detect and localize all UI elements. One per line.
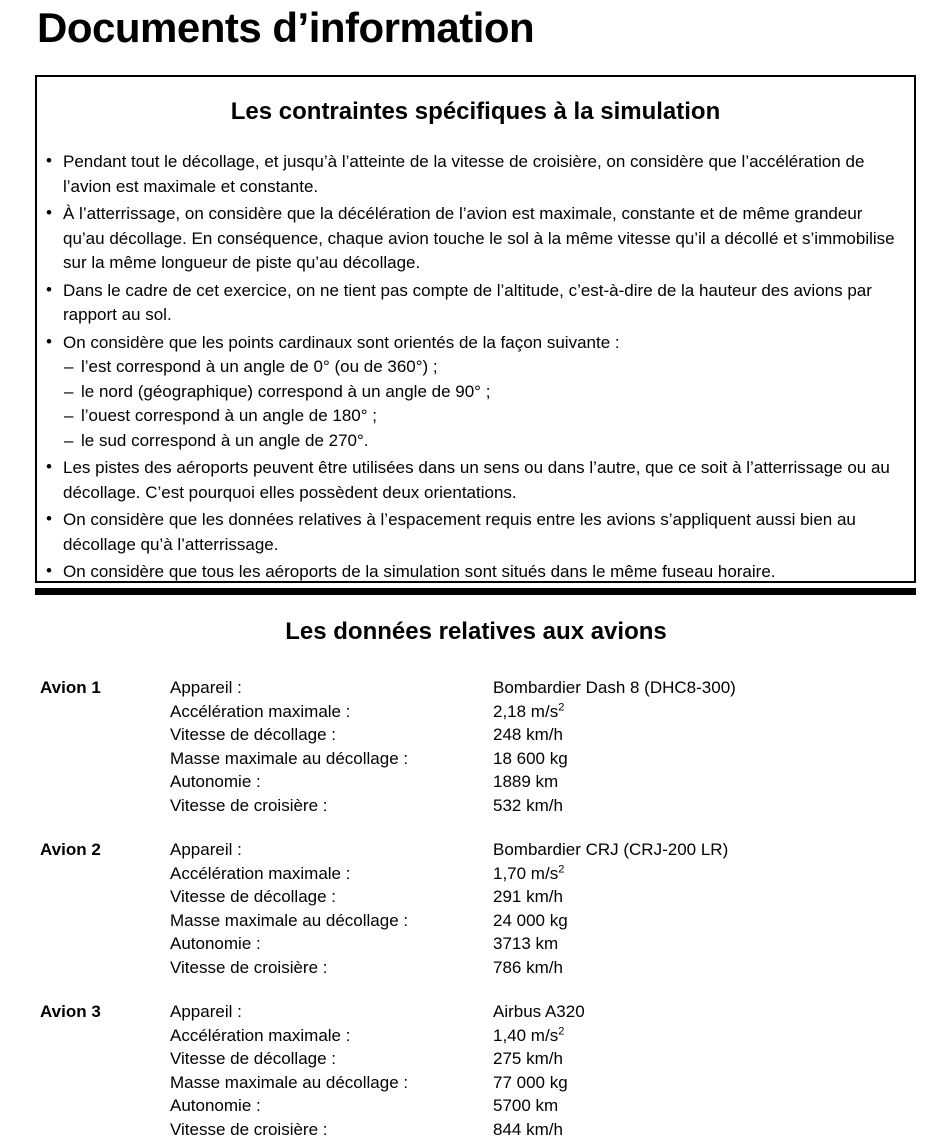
constraint-subitem-text: l’est correspond à un angle de 0° (ou de 360°) ; bbox=[81, 357, 438, 376]
aircraft-row-value: 1,40 $m/s^2$ bbox=[493, 1024, 565, 1045]
aircraft-row-label: Autonomie : bbox=[170, 1096, 261, 1115]
aircraft-data-row bbox=[170, 1047, 920, 1071]
aircraft-row-value: 291 km/h bbox=[493, 887, 563, 906]
aircraft-section-title: Les données relatives aux avions bbox=[285, 618, 667, 645]
aircraft-data-row bbox=[170, 770, 920, 794]
aircraft-data-row bbox=[170, 956, 920, 980]
aircraft-rows bbox=[170, 838, 920, 979]
bullet-icon: • bbox=[46, 509, 52, 528]
bullet-icon: • bbox=[46, 457, 52, 476]
aircraft-data-row bbox=[170, 1024, 920, 1048]
constraints-list bbox=[37, 150, 914, 585]
aircraft-data-row bbox=[170, 838, 920, 862]
aircraft-data-row bbox=[170, 885, 920, 909]
constraint-text: On considère que tous les aéroports de la simulation sont situés dans le même fuseau horaire. bbox=[63, 562, 776, 581]
aircraft-data-list bbox=[40, 676, 920, 1143]
aircraft-row-label: Vitesse de décollage : bbox=[170, 725, 337, 744]
aircraft-row-value: 3713 km bbox=[493, 934, 559, 953]
aircraft-data-row bbox=[170, 1094, 920, 1118]
superscript-exponent: 2 bbox=[558, 862, 565, 875]
aircraft-row-label: Masse maximale au décollage : bbox=[170, 910, 409, 930]
aircraft-name: Avion 3 bbox=[40, 1002, 101, 1021]
constraint-item bbox=[37, 508, 898, 557]
constraint-subitem-text: le sud correspond à un angle de 270°. bbox=[81, 430, 369, 450]
aircraft-block bbox=[40, 676, 920, 817]
aircraft-data-row bbox=[170, 747, 920, 771]
dash-icon: – bbox=[64, 357, 74, 376]
dash-icon: – bbox=[64, 381, 74, 401]
aircraft-name: Avion 2 bbox=[40, 840, 101, 859]
aircraft-row-label: Vitesse de croisière : bbox=[170, 795, 328, 815]
bullet-icon: • bbox=[46, 203, 52, 222]
constraint-item bbox=[37, 560, 898, 585]
aircraft-rows bbox=[170, 676, 920, 817]
aircraft-row-value: 2,18 $m/s^2$ bbox=[493, 700, 565, 721]
aircraft-block bbox=[40, 838, 920, 979]
aircraft-row-label: Appareil : bbox=[170, 1002, 242, 1021]
aircraft-row-value: 5700 km bbox=[493, 1096, 559, 1115]
bullet-icon: • bbox=[46, 279, 52, 299]
dash-icon: – bbox=[64, 406, 74, 425]
page-title: Documents d’information bbox=[37, 4, 535, 51]
aircraft-data-row bbox=[170, 723, 920, 747]
aircraft-row-label: Vitesse de croisière : bbox=[170, 957, 328, 977]
dash-icon: – bbox=[64, 430, 74, 450]
aircraft-row-label: Appareil : bbox=[170, 840, 242, 859]
aircraft-row-value: 24 000 kg bbox=[493, 910, 568, 930]
aircraft-row-label: Vitesse de décollage : bbox=[170, 1049, 337, 1068]
aircraft-row-label: Masse maximale au décollage : bbox=[170, 1072, 409, 1092]
aircraft-row-label: Autonomie : bbox=[170, 772, 261, 791]
aircraft-row-label: Vitesse de croisière : bbox=[170, 1119, 328, 1139]
aircraft-rows bbox=[170, 1000, 920, 1141]
constraint-text: À l’atterrissage, on considère que la décélération de l’avion est maximale, constante et de même grandeur qu’au décollage. En conséquence, chaque avion touche le sol à la même vitesse qu’il a décollé et s’immobilise sur la même longueur de piste qu’au décollage. bbox=[63, 204, 895, 272]
aircraft-row-value: Bombardier CRJ (CRJ-200 LR) bbox=[493, 840, 729, 859]
constraint-item bbox=[37, 331, 898, 454]
constraint-text: On considère que les données relatives à l’espacement requis entre les avions s’appliquent aussi bien au décollage qu’à l’atterrissage. bbox=[63, 510, 856, 554]
aircraft-data-row bbox=[170, 1118, 920, 1142]
constraint-text: Dans le cadre de cet exercice, on ne tient pas compte de l’altitude, c’est-à-dire de la hauteur des avions par rapport au sol. bbox=[63, 280, 872, 324]
aircraft-row-value: 248 km/h bbox=[493, 725, 563, 744]
aircraft-data-row bbox=[170, 1071, 920, 1095]
aircraft-row-value: 77 000 kg bbox=[493, 1072, 568, 1092]
aircraft-data-row bbox=[170, 676, 920, 700]
constraint-subitem bbox=[63, 355, 898, 380]
constraints-box bbox=[35, 75, 916, 583]
constraint-subitem-text: le nord (géographique) correspond à un angle de 90° ; bbox=[81, 381, 491, 401]
bullet-icon: • bbox=[46, 331, 52, 351]
constraint-text: Pendant tout le décollage, et jusqu’à l’atteinte de la vitesse de croisière, on considère que l’accélération de l’avion est maximale et constante. bbox=[63, 152, 865, 196]
constraint-item bbox=[37, 150, 898, 199]
aircraft-row-label: Appareil : bbox=[170, 678, 242, 697]
aircraft-block bbox=[40, 1000, 920, 1141]
constraint-item bbox=[37, 279, 898, 328]
aircraft-data-row bbox=[170, 700, 920, 724]
aircraft-row-value: 1889 km bbox=[493, 772, 559, 791]
constraint-item bbox=[37, 456, 898, 505]
aircraft-row-value: Bombardier Dash 8 (DHC8-300) bbox=[493, 678, 736, 697]
aircraft-row-label: Accélération maximale : bbox=[170, 1025, 351, 1045]
aircraft-data-row bbox=[170, 909, 920, 933]
aircraft-name: Avion 1 bbox=[40, 678, 101, 697]
bullet-icon: • bbox=[46, 151, 52, 170]
aircraft-data-row bbox=[170, 794, 920, 818]
aircraft-row-value: 532 km/h bbox=[493, 795, 563, 815]
section-divider-rule bbox=[35, 588, 916, 595]
constraint-subitem-text: l’ouest correspond à un angle de 180° ; bbox=[81, 406, 378, 425]
constraint-text: Les pistes des aéroports peuvent être utilisées dans un sens ou dans l’autre, que ce soit à l’atterrissage ou au décollage. C’est pourquoi elles possèdent deux orientations. bbox=[63, 458, 890, 502]
constraint-item bbox=[37, 202, 898, 276]
bullet-icon: • bbox=[46, 561, 52, 580]
aircraft-row-value: 1,70 $m/s^2$ bbox=[493, 862, 565, 883]
constraint-subitem bbox=[63, 380, 898, 405]
aircraft-data-row bbox=[170, 862, 920, 886]
aircraft-row-label: Autonomie : bbox=[170, 934, 261, 953]
aircraft-row-label: Accélération maximale : bbox=[170, 701, 351, 721]
aircraft-row-label: Vitesse de décollage : bbox=[170, 887, 337, 906]
aircraft-row-value: 275 km/h bbox=[493, 1049, 563, 1068]
aircraft-data-row bbox=[170, 1000, 920, 1024]
aircraft-data-row bbox=[170, 932, 920, 956]
aircraft-row-label: Masse maximale au décollage : bbox=[170, 748, 409, 768]
aircraft-row-value: 18 600 kg bbox=[493, 748, 568, 768]
constraint-subitem bbox=[63, 429, 898, 454]
superscript-exponent: 2 bbox=[558, 700, 565, 713]
aircraft-row-value: Airbus A320 bbox=[493, 1002, 585, 1021]
constraints-box-title: Les contraintes spécifiques à la simulation bbox=[230, 98, 721, 125]
aircraft-row-label: Accélération maximale : bbox=[170, 863, 351, 883]
superscript-exponent: 2 bbox=[558, 1024, 565, 1037]
aircraft-row-value: 844 km/h bbox=[493, 1119, 563, 1139]
aircraft-row-value: 786 km/h bbox=[493, 957, 563, 977]
constraint-subitem bbox=[63, 404, 898, 429]
constraint-text: On considère que les points cardinaux sont orientés de la façon suivante : bbox=[63, 332, 620, 352]
